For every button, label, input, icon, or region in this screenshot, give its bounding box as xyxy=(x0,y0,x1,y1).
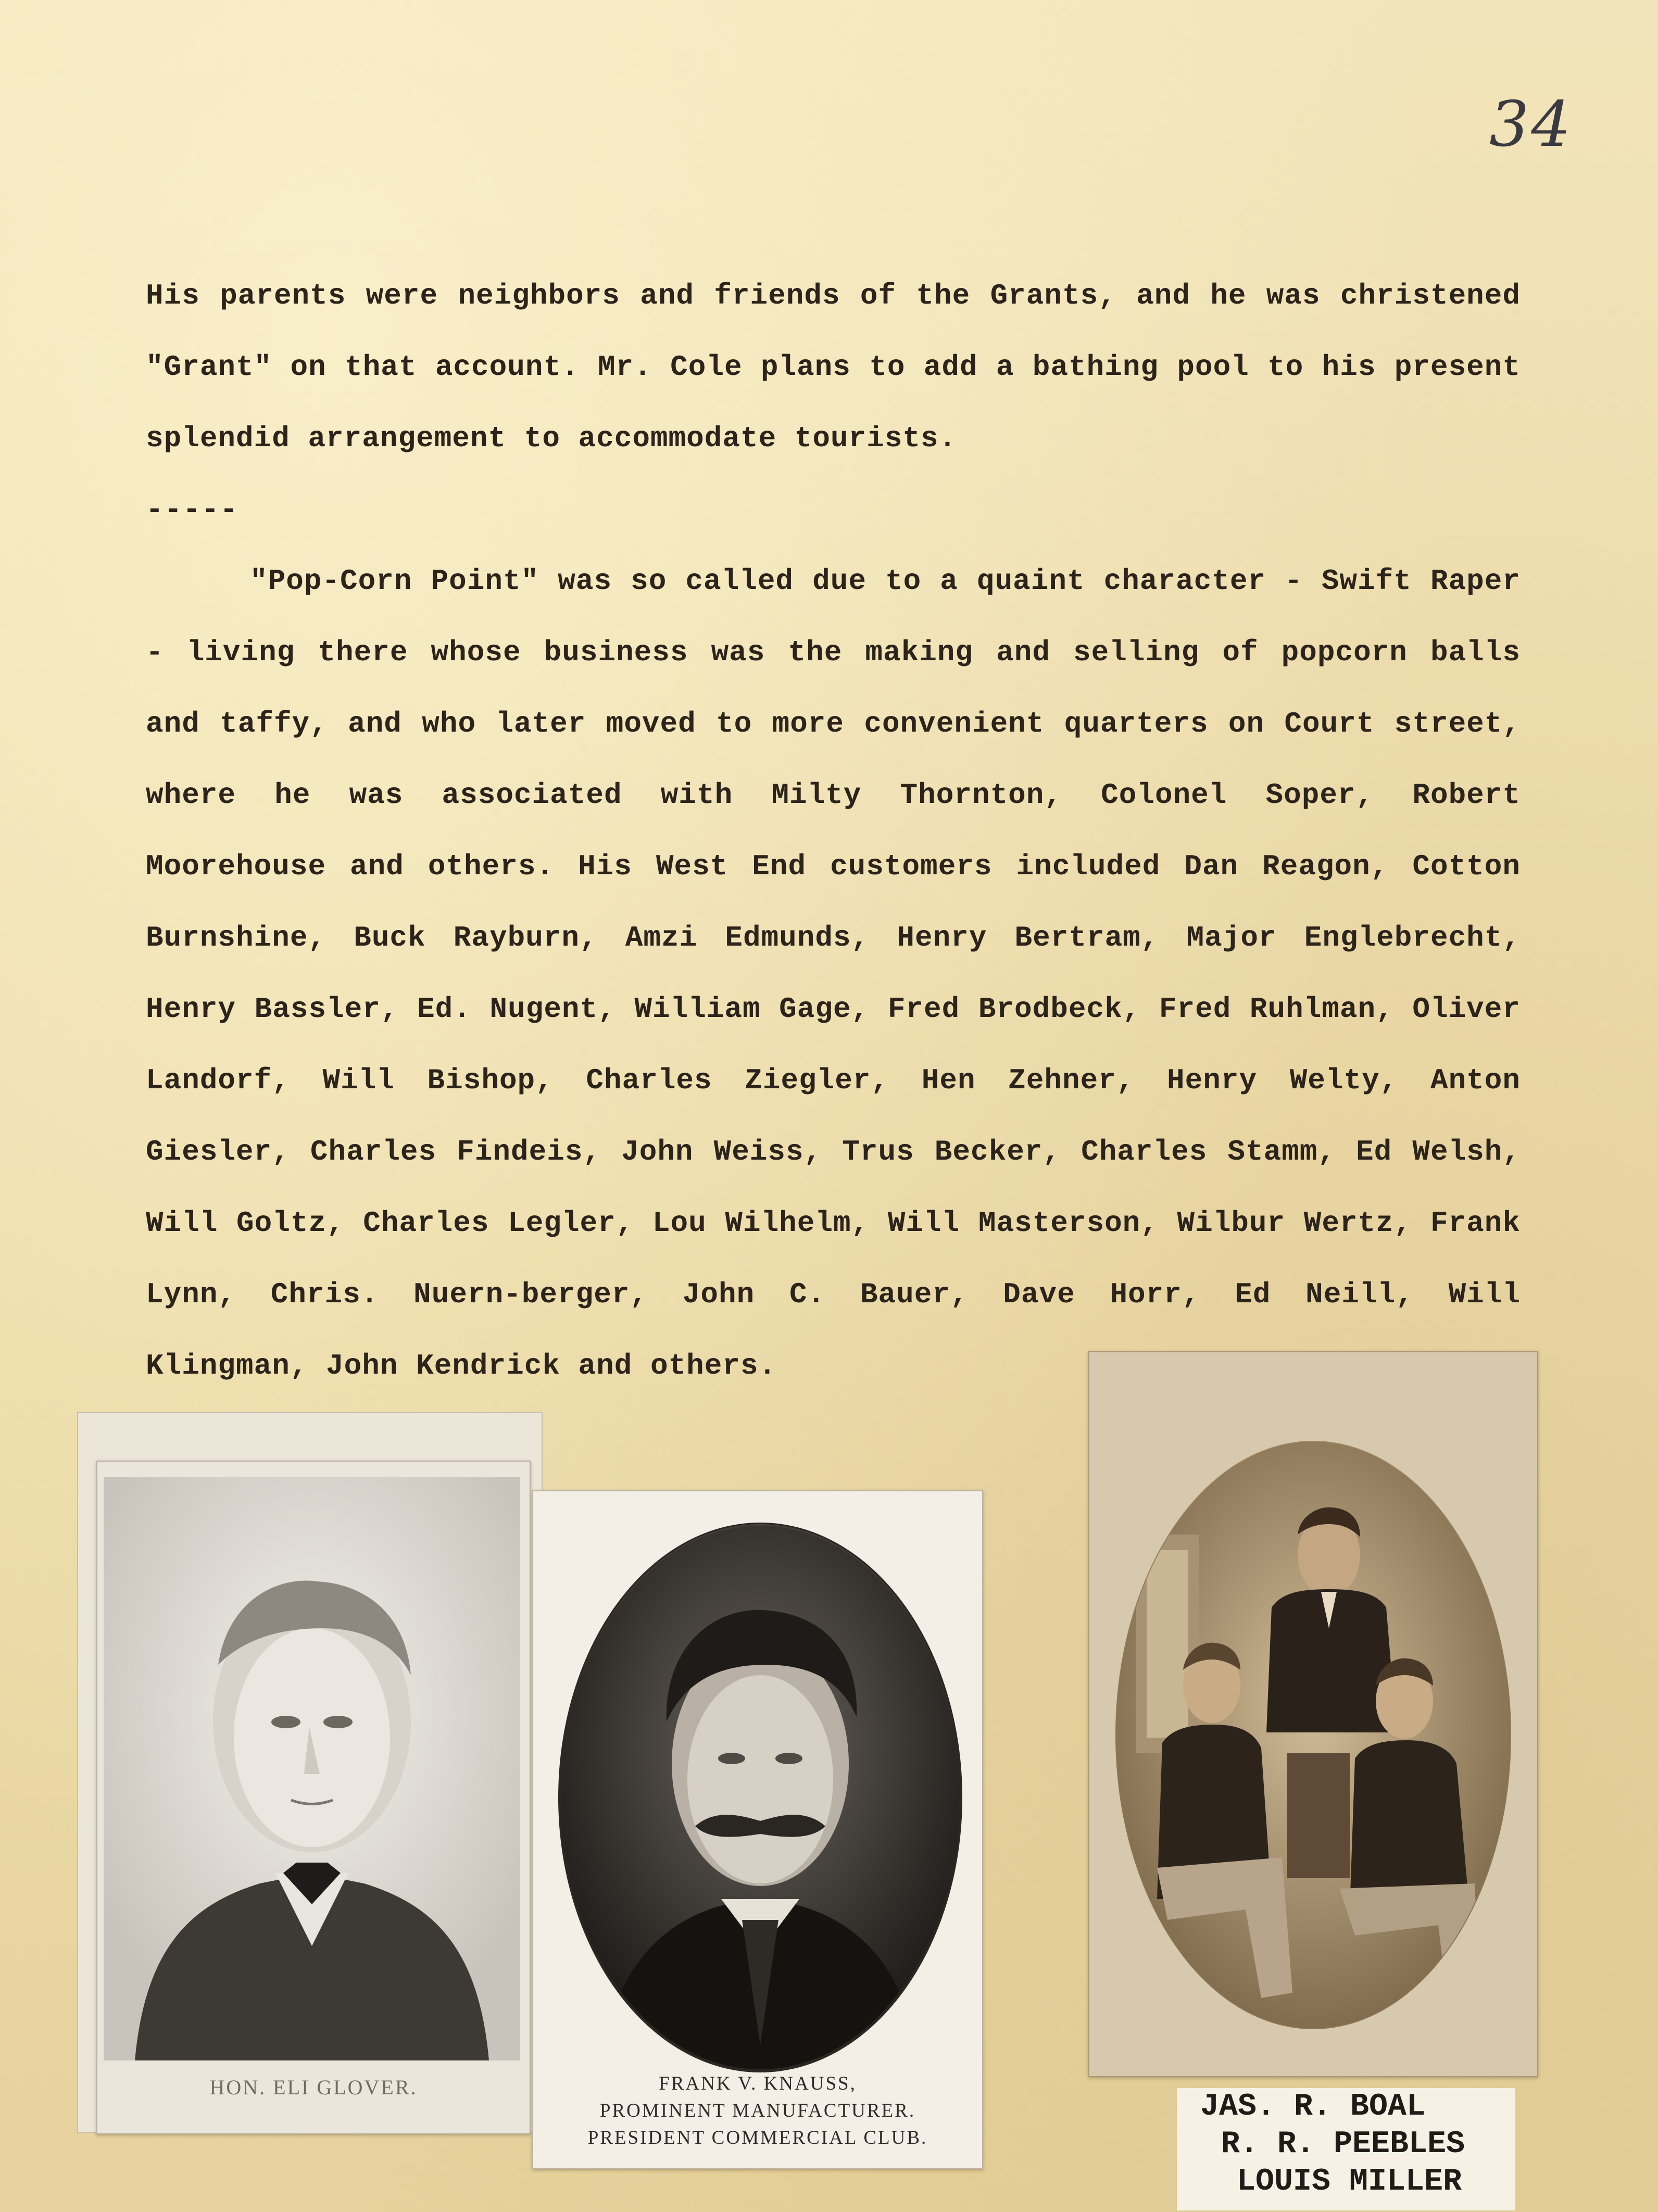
portrait-three-men xyxy=(1115,1441,1511,2029)
portrait-eli-glover xyxy=(104,1477,520,2060)
typed-text-body xyxy=(146,260,1521,1473)
caption-line: PROMINENT MANUFACTURER. xyxy=(599,2100,916,2121)
photo-eli-glover xyxy=(96,1461,531,2134)
group-names-label xyxy=(1177,2088,1515,2210)
paragraph-cole: His parents were neighbors and friends of the Grants, and he was christened "Grant" on that account. Mr. Cole plans to add a bathing pool to his present splendid arrangement to accommodate tourists. xyxy=(146,279,1521,455)
name-jas-boal: JAS. R. BOAL xyxy=(1200,2089,1426,2125)
paragraph-popcorn-point: "Pop-Corn Point" was so called due to a quaint character - Swift Raper - living there whose business was the making and selling of popcorn balls and taffy, and who later moved to more convenient quarters on Court street, where he was associated with Milty Thornton, Colonel Soper, Robert Moorehouse and others. His West End customers included Dan Reagon, Cotton Burnshine, Buck Rayburn, Amzi Edmunds, Henry Bertram, Major Englebrecht, Henry Bassler, Ed. Nugent, William Gage, Fred Brodbeck, Fred Ruhlman, Oliver Landorf, Will Bishop, Charles Ziegler, Hen Zehner, Henry Welty, Anton Giesler, Charles Findeis, John Weiss, Trus Becker, Charles Stamm, Ed Welsh, Will Goltz, Charles Legler, Lou Wilhelm, Will Masterson, Wilbur Wertz, Frank Lynn, Chris. Nuern-berger, John C. Bauer, Dave Horr, Ed Neill, Will Klingman, John Kendrick and others. xyxy=(146,564,1521,1382)
caption-line: FRANK V. KNAUSS, xyxy=(659,2073,857,2094)
caption-line: PRESIDENT COMMERCIAL CLUB. xyxy=(587,2127,928,2148)
photo-frank-knauss xyxy=(532,1490,983,2169)
name-louis-miller: LOUIS MILLER xyxy=(1237,2164,1462,2200)
section-divider: ----- xyxy=(146,493,239,526)
portrait-frank-knauss xyxy=(558,1523,962,2072)
page-number: 34 xyxy=(1489,89,1573,161)
caption-eli-glover: HON. ELI GLOVER. xyxy=(209,2076,418,2099)
photo-group-portrait xyxy=(1088,1351,1538,2077)
caption-frank-knauss xyxy=(533,2070,982,2152)
name-peebles: R. R. PEEBLES xyxy=(1221,2127,1465,2162)
